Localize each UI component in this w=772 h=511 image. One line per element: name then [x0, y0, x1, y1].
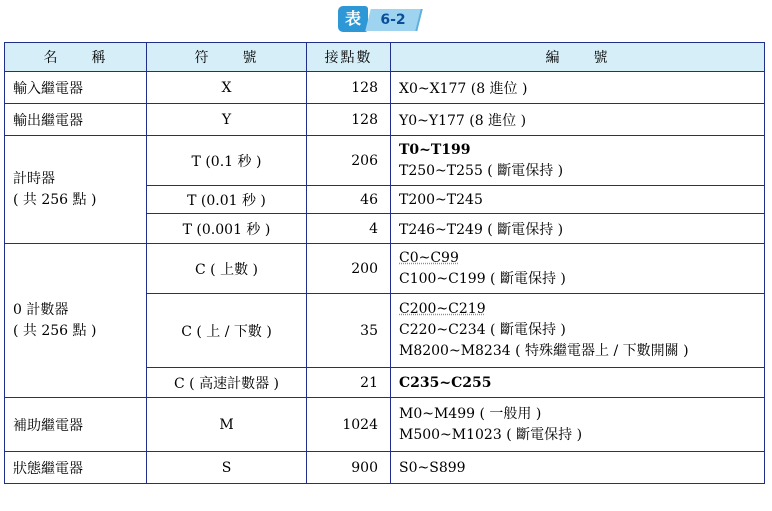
range-line: M0~M499 ( 一般用 )	[399, 405, 542, 422]
row-symbol: Y	[147, 104, 307, 136]
row-count: 1024	[307, 398, 391, 452]
range-line: C100~C199 ( 斷電保持 )	[399, 270, 566, 287]
row-symbol: S	[147, 452, 307, 484]
row-symbol: T (0.01 秒 )	[147, 186, 307, 214]
table-label: 表	[338, 6, 368, 32]
row-range: T200~T245	[391, 186, 765, 214]
header-symbol: 符 號	[147, 43, 307, 72]
row-count: 200	[307, 244, 391, 294]
row-name: 輸入繼電器	[5, 72, 147, 104]
range-line: T250~T255 ( 斷電保持 )	[399, 162, 564, 179]
table-row	[5, 104, 765, 136]
range-line: M500~M1023 ( 斷電保持 )	[399, 426, 583, 443]
row-name-counter	[5, 244, 147, 398]
counter-total: ( 共 256 點 )	[13, 322, 97, 339]
header-row	[5, 43, 765, 72]
row-symbol: T (0.001 秒 )	[147, 214, 307, 244]
table-row	[5, 72, 765, 104]
row-symbol: X	[147, 72, 307, 104]
row-name-timer	[5, 136, 147, 244]
range-line: M8200~M8234 ( 特殊繼電器上 / 下數開關 )	[399, 343, 689, 359]
row-count: 4	[307, 214, 391, 244]
row-symbol: C ( 上數 )	[147, 244, 307, 294]
row-count: 128	[307, 72, 391, 104]
counter-name: 0 計數器	[13, 301, 69, 318]
row-range: X0~X177 (8 進位 )	[391, 72, 765, 104]
table-number-tab	[365, 9, 422, 31]
range-line: C220~C234 ( 斷電保持 )	[399, 322, 566, 338]
timer-name: 計時器	[13, 170, 55, 187]
range-line: C200~C219	[399, 301, 486, 317]
row-range: Y0~Y177 (8 進位 )	[391, 104, 765, 136]
row-range	[391, 244, 765, 294]
table-row	[5, 452, 765, 484]
row-name: 補助繼電器	[5, 398, 147, 452]
row-name: 輸出繼電器	[5, 104, 147, 136]
row-range	[391, 398, 765, 452]
header-range: 編 號	[391, 43, 765, 72]
row-count: 206	[307, 136, 391, 186]
row-symbol: C ( 上 / 下數 )	[147, 294, 307, 368]
table-row	[5, 244, 765, 294]
row-range	[391, 136, 765, 186]
table-number: 6-2	[380, 12, 406, 28]
row-count: 46	[307, 186, 391, 214]
header-count: 接點數	[307, 43, 391, 72]
row-symbol: T (0.1 秒 )	[147, 136, 307, 186]
device-table	[4, 42, 765, 484]
row-range: T246~T249 ( 斷電保持 )	[391, 214, 765, 244]
table-row	[5, 398, 765, 452]
table-row	[5, 136, 765, 186]
row-count: 900	[307, 452, 391, 484]
header-name: 名 稱	[5, 43, 147, 72]
table-number-badge	[338, 6, 420, 32]
range-line: C0~C99	[399, 249, 459, 266]
row-symbol: C ( 高速計數器 )	[147, 368, 307, 398]
row-range	[391, 294, 765, 368]
row-count: 35	[307, 294, 391, 368]
row-symbol: M	[147, 398, 307, 452]
row-count: 128	[307, 104, 391, 136]
timer-total: ( 共 256 點 )	[13, 191, 97, 208]
row-range: S0~S899	[391, 452, 765, 484]
range-line: T0~T199	[399, 141, 471, 158]
row-name: 狀態繼電器	[5, 452, 147, 484]
row-count: 21	[307, 368, 391, 398]
row-range: C235~C255	[391, 368, 765, 398]
